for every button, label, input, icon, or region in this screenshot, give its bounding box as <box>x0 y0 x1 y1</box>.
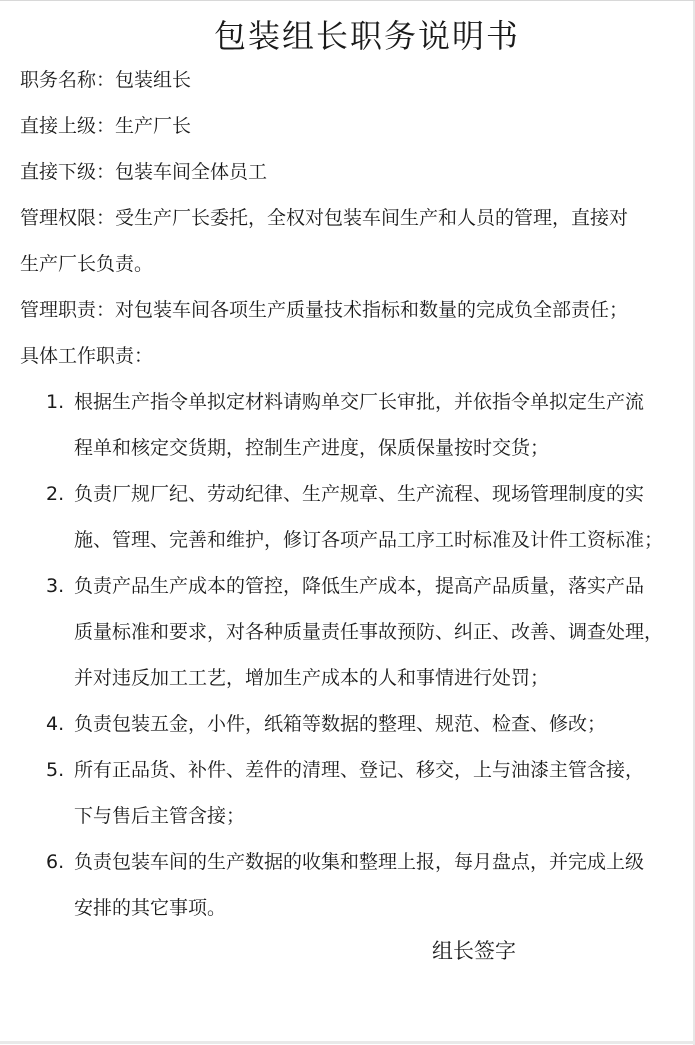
authority-label: 管理权限： <box>20 207 116 229</box>
duty-line: 下与售后主管含接； <box>74 805 246 827</box>
duty-number: 4. <box>46 713 65 735</box>
responsibility-row <box>20 295 628 325</box>
responsibility-label: 管理职责： <box>20 299 116 321</box>
superior-value: 生产厂长 <box>115 115 192 137</box>
duty-number: 5. <box>46 759 65 781</box>
duty-line: 根据生产指令单拟定材料请购单交厂长审批，并依指令单拟定生产流 <box>74 391 645 413</box>
authority-row <box>20 203 628 233</box>
duty-number: 6. <box>46 851 65 873</box>
duty-line: 并对违反加工工艺，增加生产成本的人和事情进行处罚； <box>74 667 550 689</box>
signature-label: 组长签字 <box>432 939 516 963</box>
duty-line: 负责产品生产成本的管控，降低生产成本，提高产品质量，落实产品 <box>74 575 645 597</box>
duty-line: 施、管理、完善和维护，修订各项产品工序工时标准及计件工资标准； <box>74 529 664 551</box>
superior-label: 直接上级： <box>20 115 116 137</box>
authority-line-1: 受生产厂长委托，全权对包装车间生产和人员的管理，直接对 <box>115 207 629 229</box>
job-title-label: 职务名称： <box>20 69 116 91</box>
subordinate-row <box>20 157 267 187</box>
duty-line: 所有正品货、补件、差件的清理、登记、移交，上与油漆主管含接， <box>74 759 645 781</box>
duty-line: 负责包装车间的生产数据的收集和整理上报，每月盘点，并完成上级 <box>74 851 645 873</box>
duty-number: 1. <box>46 391 65 413</box>
responsibility-value: 对包装车间各项生产质量技术指标和数量的完成负全部责任； <box>115 299 629 321</box>
duty-line: 安排的其它事项。 <box>74 897 227 919</box>
duty-line: 质量标准和要求，对各种质量责任事故预防、纠正、改善、调查处理， <box>74 621 664 643</box>
document-title: 包装组长职务说明书 <box>213 17 520 55</box>
subordinate-label: 直接下级： <box>20 161 116 183</box>
duty-line: 负责包装五金，小件，纸箱等数据的整理、规范、检查、修改； <box>74 713 607 735</box>
duty-number: 3. <box>46 575 65 597</box>
duties-heading: 具体工作职责： <box>20 345 154 367</box>
superior-row <box>20 111 191 141</box>
duty-line: 程单和核定交货期，控制生产进度，保质保量按时交货； <box>74 437 550 459</box>
duty-number: 2. <box>46 483 65 505</box>
job-title-value: 包装组长 <box>115 69 192 91</box>
job-title-row <box>20 65 191 95</box>
subordinate-value: 包装车间全体员工 <box>115 161 268 183</box>
duty-line: 负责厂规厂纪、劳动纪律、生产规章、生产流程、现场管理制度的实 <box>74 483 645 505</box>
authority-line-2: 生产厂长负责。 <box>20 253 154 275</box>
